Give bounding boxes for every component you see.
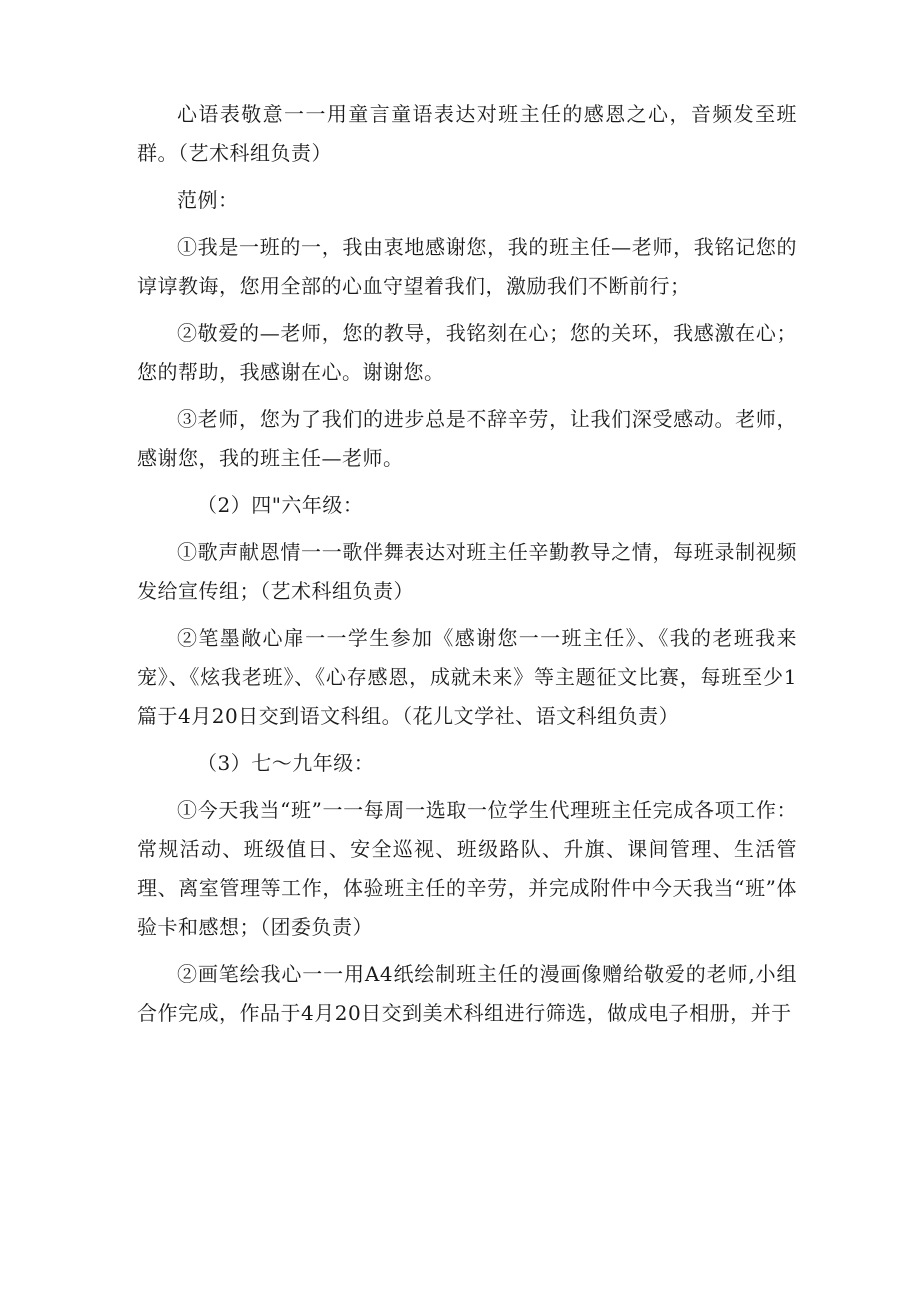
paragraph-grade-4-6-item-2: ②笔墨敞心扉一一学生参加《感谢您一一班主任》、《我的老班我来宠》、《炫我老班》、《心存感恩，成就未来》等主题征文比赛，每班至少1篇于4月20日交到语文科组。（花儿文学社、语文科组负责） bbox=[137, 626, 797, 728]
paragraph-grade-7-9-item-2: ②画笔绘我心一一用A4纸绘制班主任的漫画像赠给敬爱的老师,小组合作完成，作品于4月20日交到美术科组进行筛选，做成电子相册，并于 bbox=[137, 962, 797, 1025]
section-heading-grade-7-9: （3）七〜九年级： bbox=[197, 751, 375, 775]
paragraph-example-2: ②敬爱的—老师，您的教导，我铭刻在心；您的关环，我感激在心；您的帮助，我感谢在心。谢谢您。 bbox=[137, 321, 797, 384]
paragraph-example-1: ①我是一班的一，我由衷地感谢您，我的班主任—老师，我铭记您的谆谆教诲，您用全部的心血守望着我们，激励我们不断前行； bbox=[137, 235, 797, 298]
document-body bbox=[137, 95, 797, 1041]
paragraph-grade-7-9-item-1: ①今天我当“班”一一每周一选取一位学生代理班主任完成各项工作：常规活动、班级值日、安全巡视、班级路队、升旗、课间管理、生活管理、离室管理等工作，体验班主任的辛劳，并完成附件中今天我当“班”体验卡和感想；（团委负责） bbox=[137, 798, 797, 939]
paragraph-example-label: 范例： bbox=[177, 188, 239, 212]
paragraph-intro: 心语表敬意一一用童言童语表达对班主任的感恩之心，音频发至班群。（艺术科组负责） bbox=[137, 102, 797, 165]
paragraph-grade-4-6-item-1: ①歌声献恩情一一歌伴舞表达对班主任辛勤教导之情，每班录制视频发给宣传组；（艺术科组负责） bbox=[137, 540, 797, 603]
paragraph-example-3: ③老师，您为了我们的进步总是不辞辛劳，让我们深受感动。老师，感谢您，我的班主任—老师。 bbox=[137, 407, 797, 470]
section-heading-grade-4-6: （2）四"六年级： bbox=[197, 493, 364, 517]
